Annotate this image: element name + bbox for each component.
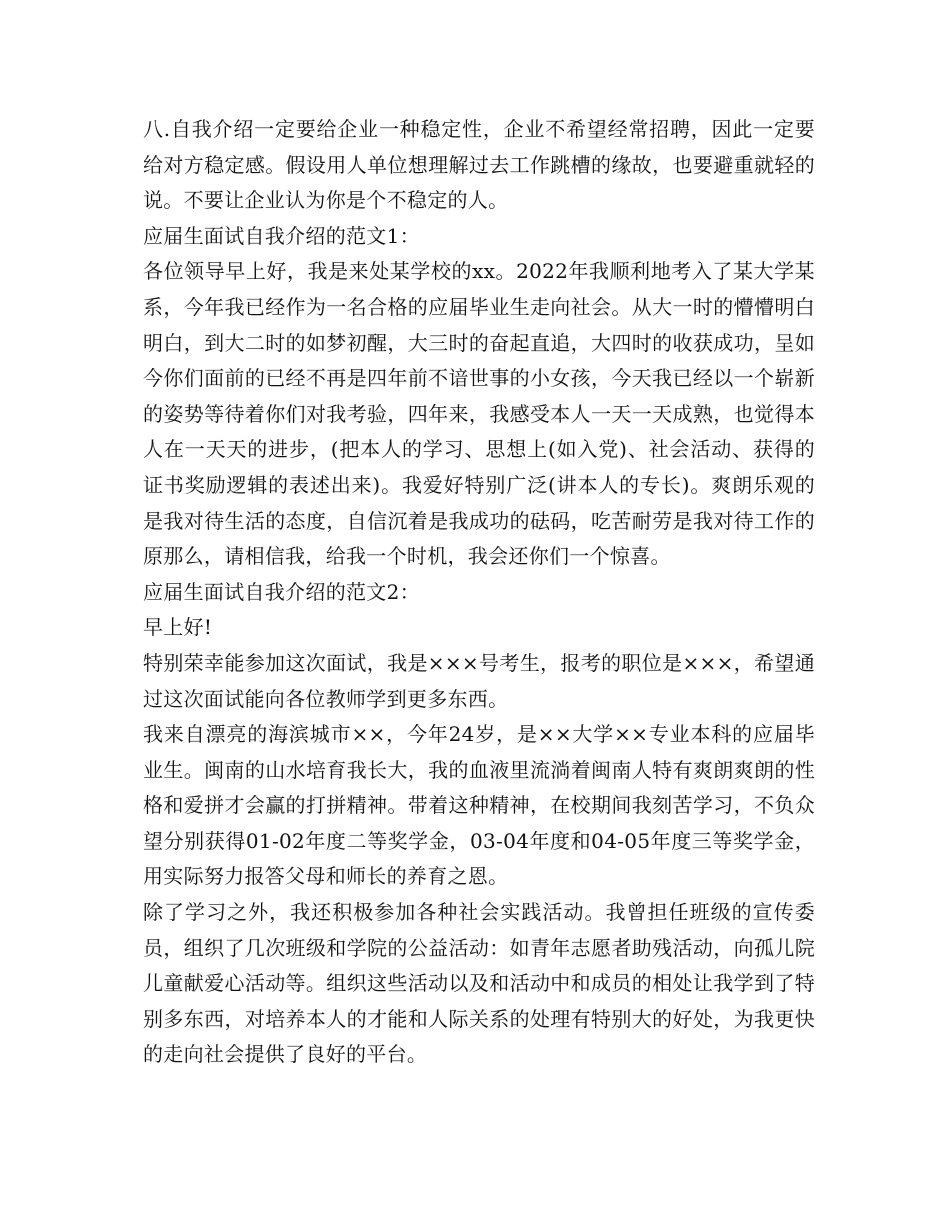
heading-sample-1: 应届生面试自我介绍的范文1： <box>143 223 420 248</box>
paragraph-sample-1-body: 各位领导早上好，我是来处某学校的xx。2022年我顺利地考入了某大学某系，今年我已经作为一名合格的应届毕业生走向社会。从大一时的懵懵明白明白，到大二时的如梦初醒，大三时的奋起直追，大四时的收获成功，呈如今你们面前的已经不再是四年前不谙世事的小女孩，今天我已经以一个崭新的姿势等待着你们对我考验，四年来，我感受本人一天一天成熟，也觉得本人在一天天的进步，(把本人的学习、思想上(如入党)、社会活动、获得的证书奖励逻辑的表述出来)。我爱好特别广泛(讲本人的专长)。爽朗乐观的是我对待生活的态度，自信沉着是我成功的砝码，吃苦耐劳是我对待工作的原那么，请相信我，给我一个时机，我会还你们一个惊喜。 <box>143 259 815 569</box>
heading-sample-2: 应届生面试自我介绍的范文2： <box>143 579 420 604</box>
paragraph-sample-2-background: 我来自漂亮的海滨城市××，今年24岁，是××大学××专业本科的应届毕业生。闽南的山水培育我长大，我的血液里流淌着闽南人特有爽朗爽朗的性格和爱拼才会赢的打拼精神。带着这种精神，在校期间我刻苦学习，不负众望分别获得01-02年度二等奖学金，03-04年度和04-05年度三等奖学金，用实际努力报答父母和师长的养育之恩。 <box>143 722 815 889</box>
paragraph-self-intro-tip-8: 八.自我介绍一定要给企业一种稳定性，企业不希望经常招聘，因此一定要给对方稳定感。假设用人单位想理解过去工作跳槽的缘故，也要避重就轻的说。不要让企业认为你是个不稳定的人。 <box>143 117 815 213</box>
paragraph-sample-2-intro: 特别荣幸能参加这次面试，我是×××号考生，报考的职位是×××，希望通过这次面试能向各位教师学到更多东西。 <box>143 650 815 711</box>
paragraph-greeting: 早上好! <box>143 615 213 640</box>
paragraph-sample-2-activities: 除了学习之外，我还积极参加各种社会实践活动。我曾担任班级的宣传委员，组织了几次班级和学院的公益活动：如青年志愿者助残活动，向孤儿院儿童献爱心活动等。组织这些活动以及和活动中和成员的相处让我学到了特别多东西，对培养本人的才能和人际关系的处理有特别大的好处，为我更快的走向社会提供了良好的平台。 <box>143 900 815 1067</box>
document-body <box>143 112 815 1073</box>
